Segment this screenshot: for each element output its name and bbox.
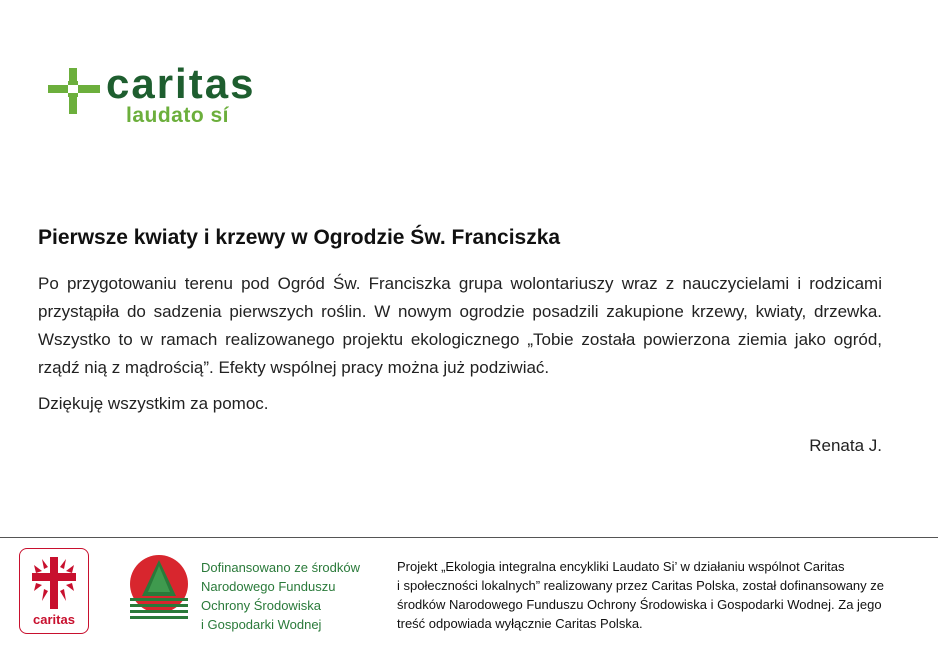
- nfos-caption: [201, 558, 381, 634]
- nfos-line: Dofinansowano ze środków: [201, 560, 360, 575]
- nfos-line: Narodowego Funduszu: [201, 579, 336, 594]
- project-note-line: i społeczności lokalnych” realizowany przez Caritas Polska, został dofinansowany ze: [397, 578, 885, 593]
- article-signature: Renata J.: [809, 436, 882, 455]
- brand-name: caritas: [106, 60, 256, 107]
- nfos-logo-icon: [126, 554, 192, 630]
- caritas-laudato-si-logo: [48, 60, 278, 136]
- caritas-badge-label: caritas: [33, 612, 75, 627]
- project-note-line: środków Narodowego Funduszu Ochrony Środowiska i Gospodarki Wodnej. Za jego: [397, 597, 882, 612]
- brand-subtitle: laudato sí: [126, 104, 230, 127]
- article-body: Po przygotowaniu terenu pod Ogród Św. Franciszka grupa wolontariuszy wraz z nauczycielami i rodzicami przystąpiła do sadzenia pierwszych roślin. W nowym ogrodzie posadzili zakupione krzewy, kwiaty, drzewka. Wszystko to w ramach realizowanego projektu ekologicznego „Tobie została powierzona ziemia jako ogród, rządź nią z mądrością”. Efekty wspólnej pracy można już podziwiać.: [38, 274, 882, 377]
- article-thanks: Dziękuję wszystkim za pomoc.: [38, 394, 269, 413]
- article-title: Pierwsze kwiaty i krzewy w Ogrodzie Św. Franciszka: [38, 226, 561, 249]
- caritas-flame-cross-icon: [28, 555, 80, 611]
- nfos-line: Ochrony Środowiska: [201, 598, 321, 613]
- project-note-line: treść odpowiada wyłącznie Caritas Polska.: [397, 616, 643, 631]
- project-note-line: Projekt „Ekologia integralna encykliki Laudato Si’ w działaniu wspólnot Caritas: [397, 559, 845, 574]
- nfos-line: i Gospodarki Wodnej: [201, 617, 322, 632]
- caritas-badge-logo: [19, 548, 89, 634]
- project-funding-note: [397, 557, 933, 633]
- caritas-cross-icon: [48, 68, 100, 114]
- footer-divider: [0, 537, 938, 538]
